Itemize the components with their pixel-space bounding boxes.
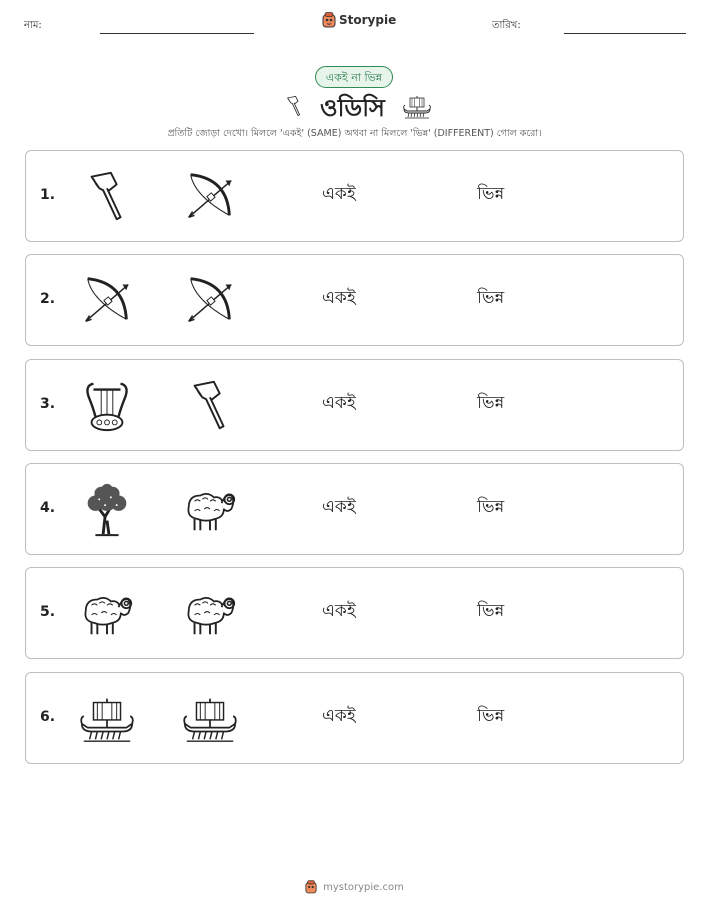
- name-label: নাম:: [24, 20, 42, 31]
- option-different[interactable]: ভিন্ন: [477, 288, 505, 309]
- brand-logo: [322, 12, 396, 28]
- option-different[interactable]: ভিন্ন: [477, 392, 505, 413]
- question-row: [25, 150, 684, 242]
- ram-icon: [181, 480, 239, 538]
- question-row: [25, 567, 684, 659]
- ram-icon: [181, 584, 239, 642]
- question-number: 2.: [40, 291, 56, 308]
- question-number: 6.: [40, 708, 56, 725]
- option-same[interactable]: একই: [322, 601, 356, 622]
- lyre-icon: [78, 376, 136, 434]
- axe-icon: [78, 167, 136, 225]
- question-row: [25, 672, 684, 764]
- ship-icon: [78, 689, 136, 747]
- option-different[interactable]: ভিন্ন: [477, 601, 505, 622]
- instructions: প্রতিটি জোড়া দেখো। মিললে 'একই' (SAME) অথবা না মিললে 'ভিন্ন' (DIFFERENT) গোল করো।: [167, 128, 542, 139]
- axe-icon: [181, 376, 239, 434]
- option-same[interactable]: একই: [322, 288, 356, 309]
- page-title: ওডিসি: [320, 94, 385, 122]
- question-number: 5.: [40, 604, 56, 621]
- worksheet-type-badge: একই না ভিন্ন: [315, 66, 393, 88]
- option-same[interactable]: একই: [322, 705, 356, 726]
- option-different[interactable]: ভিন্ন: [477, 705, 505, 726]
- question-number: 4.: [40, 499, 56, 516]
- option-same[interactable]: একই: [322, 392, 356, 413]
- question-number: 1.: [40, 187, 56, 203]
- bow-icon: [181, 271, 239, 329]
- question-row: [25, 463, 684, 555]
- question-row: [25, 359, 684, 451]
- bow-icon: [181, 167, 239, 225]
- option-different[interactable]: ভিন্ন: [477, 496, 505, 517]
- brand-name: Storypie: [339, 13, 397, 27]
- date-label: তারিখ:: [492, 20, 521, 31]
- name-line: [100, 33, 254, 34]
- question-row: [25, 254, 684, 346]
- option-same[interactable]: একই: [322, 184, 356, 204]
- option-same[interactable]: একই: [322, 496, 356, 517]
- option-different[interactable]: ভিন্ন: [477, 184, 505, 204]
- ship-icon: [400, 91, 434, 121]
- footer: [0, 880, 709, 894]
- ram-icon: [78, 584, 136, 642]
- bow-icon: [78, 271, 136, 329]
- storypie-logo-icon: [305, 880, 317, 894]
- footer-url: mystorypie.com: [323, 881, 404, 893]
- axe-icon: [282, 93, 306, 119]
- date-line: [564, 33, 686, 34]
- storypie-logo-icon: [322, 12, 336, 28]
- olive-tree-icon: [78, 480, 136, 538]
- question-number: 3.: [40, 395, 56, 412]
- ship-icon: [181, 689, 239, 747]
